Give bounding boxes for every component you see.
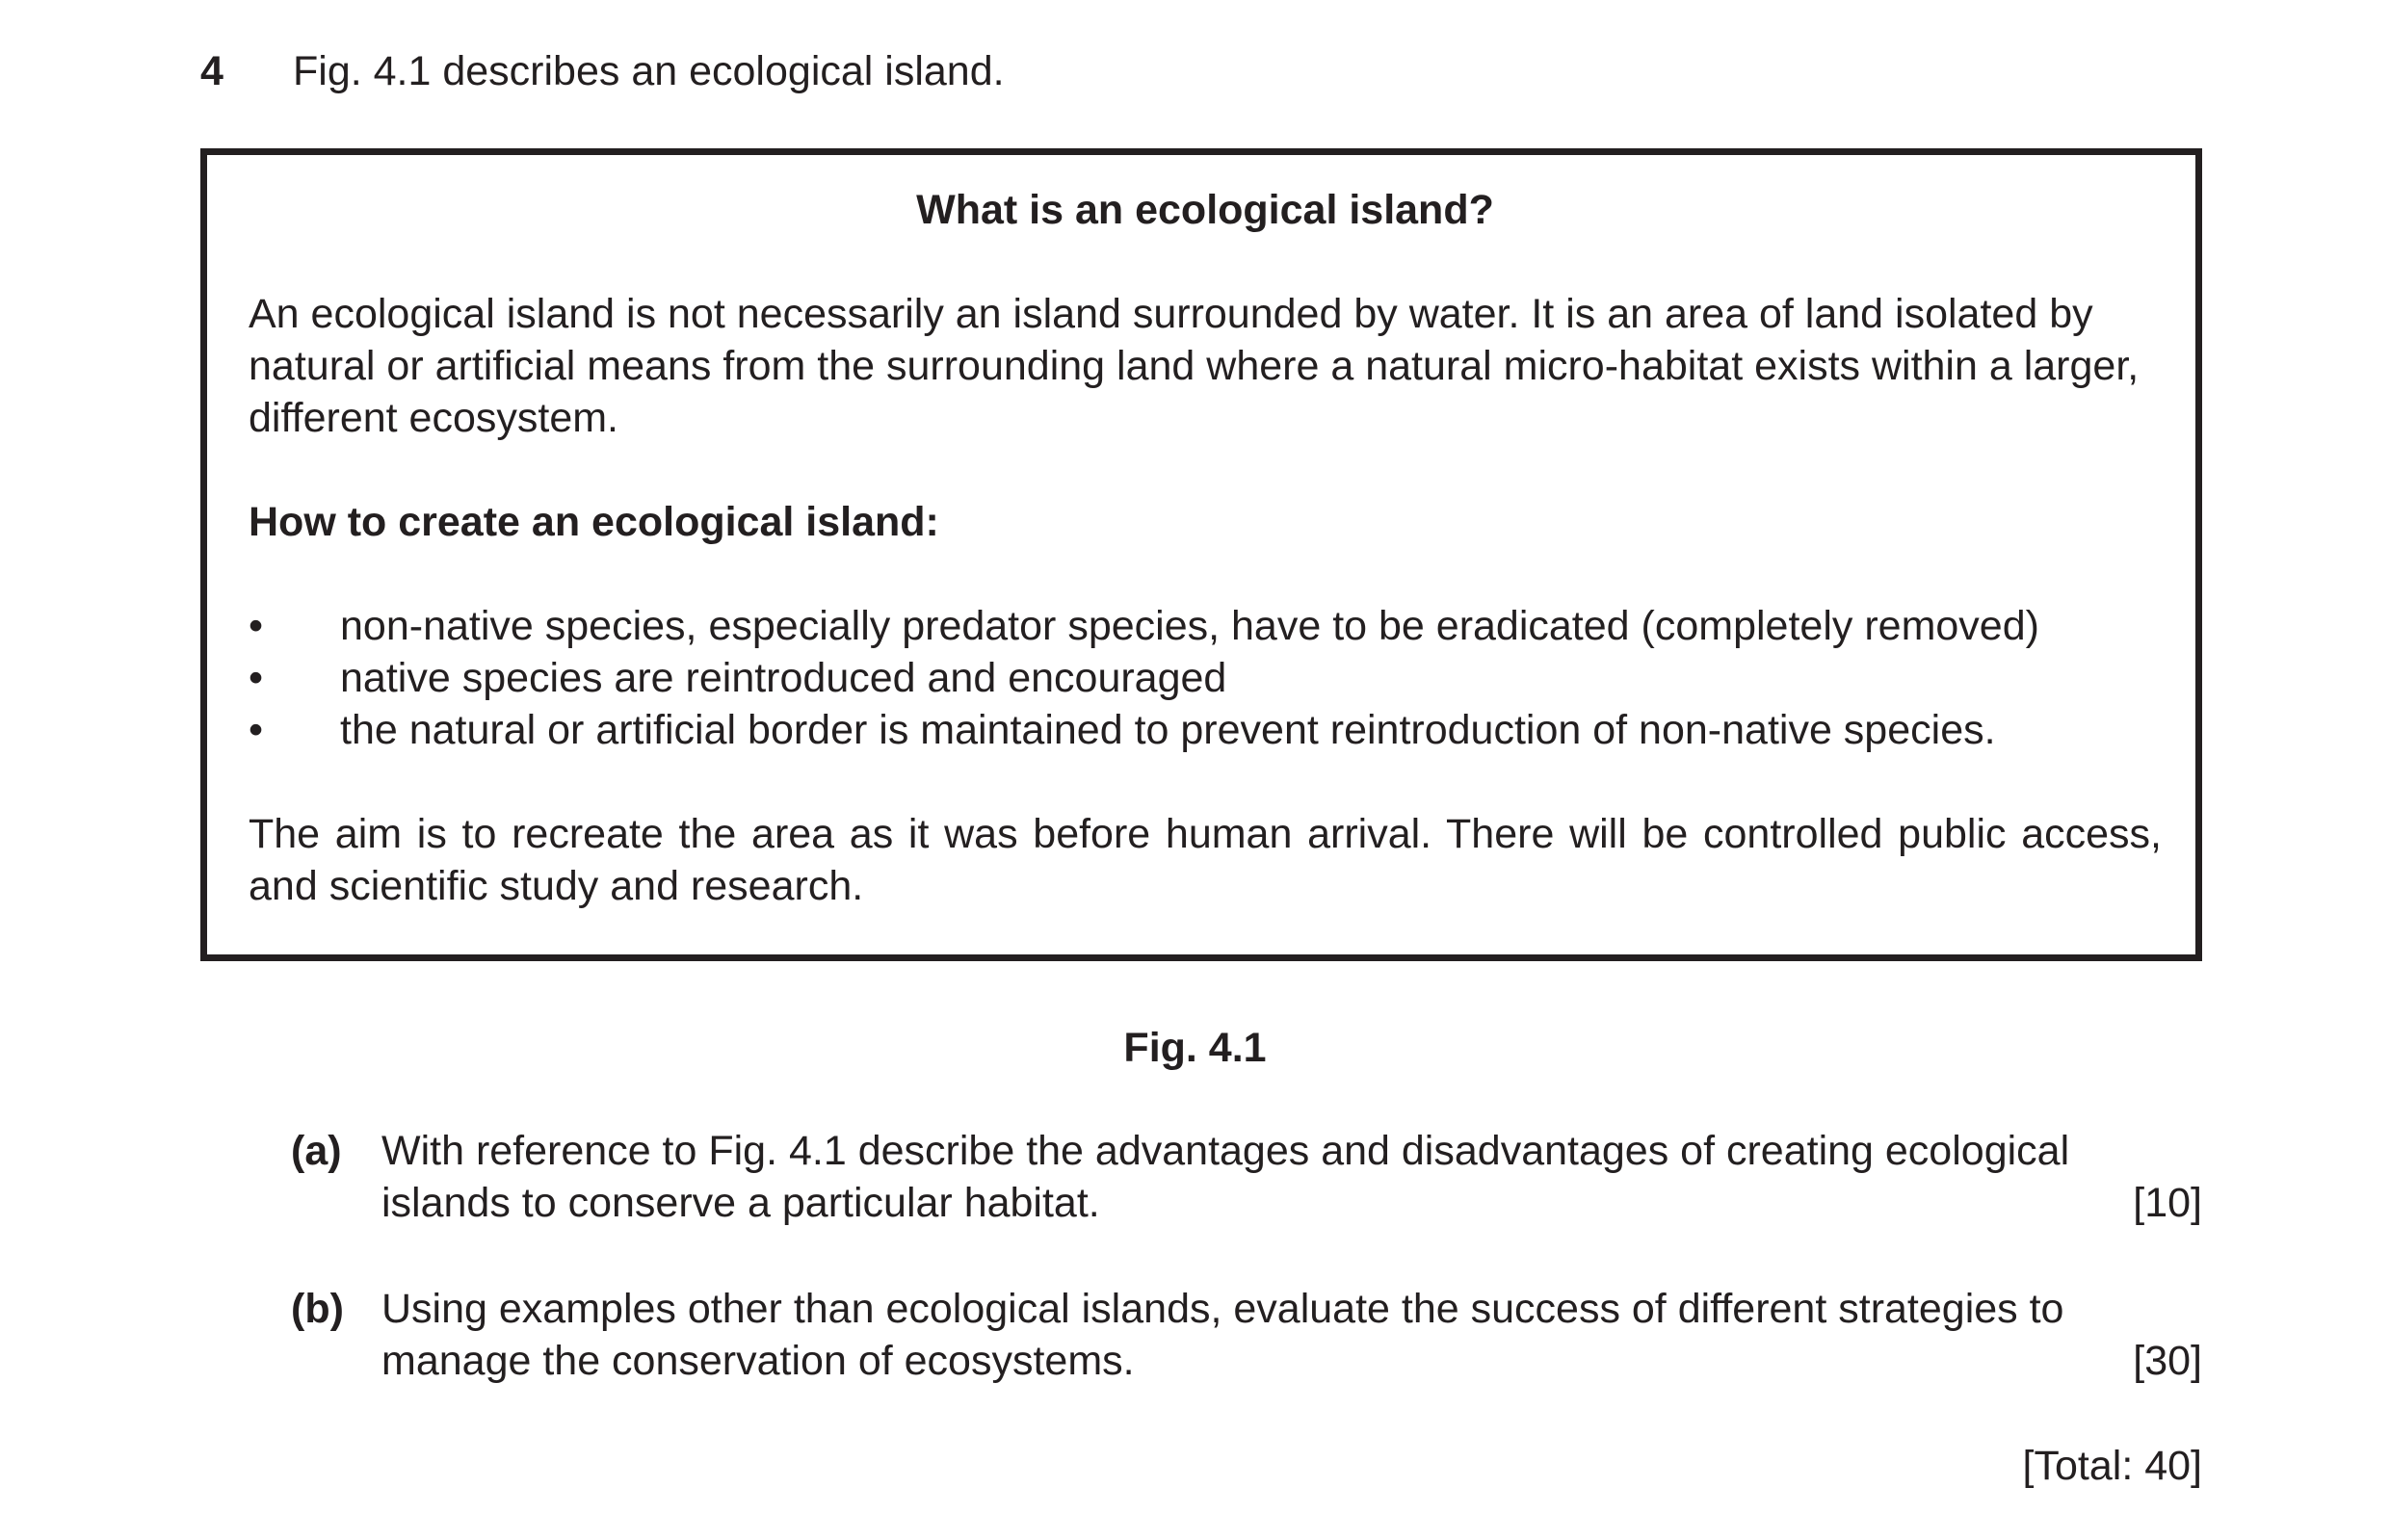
bullet-icon: • [249, 603, 264, 649]
part-label: (a) [291, 1128, 342, 1174]
total-marks: [Total: 40] [2022, 1443, 2202, 1489]
bullet-text: native species are reintroduced and encouraged [340, 655, 1227, 701]
list-item [249, 704, 2162, 756]
part-label: (b) [291, 1286, 344, 1332]
list-item [249, 652, 2162, 704]
part-text [381, 1125, 2202, 1229]
aim-paragraph: The aim is to recreate the area as it was before human arrival. There will be controlled public access, and scientific study and research. [249, 811, 2162, 909]
bullet-text: non-native species, especially predator species, have to be eradicated (completely removed) [340, 603, 2039, 649]
figure-box [200, 148, 2202, 961]
list-item [249, 600, 2162, 652]
how-to-heading: How to create an ecological island: [249, 499, 939, 545]
part-line [381, 1177, 2202, 1229]
bullet-icon: • [249, 655, 264, 701]
part-line-text: With reference to Fig. 4.1 describe the advantages and disadvantages of creating ecological [381, 1128, 2070, 1174]
part-line-text: islands to conserve a particular habitat. [381, 1180, 1100, 1226]
question-number: 4 [200, 48, 223, 94]
part-line [381, 1335, 2202, 1387]
question-part-a [291, 1125, 2202, 1229]
bullet-text: the natural or artificial border is maintained to prevent reintroduction of non-native species. [340, 707, 1996, 753]
part-line-text: Using examples other than ecological islands, evaluate the success of different strategies to [381, 1286, 2064, 1332]
bullet-icon: • [249, 707, 264, 753]
figure-content [249, 184, 2162, 912]
definition-paragraph: An ecological island is not necessarily an island surrounded by water. It is an area of land isolated by natural or artificial means from the surrounding land where a natural micro-habitat exists within a larger, different ecosystem. [249, 291, 2140, 441]
marks-label: [30] [2133, 1338, 2202, 1384]
question-intro: Fig. 4.1 describes an ecological island. [293, 48, 1005, 94]
bullet-list [249, 600, 2162, 756]
question-part-b [291, 1283, 2202, 1387]
part-line [381, 1283, 2202, 1335]
part-line [381, 1125, 2202, 1177]
figure-title: What is an ecological island? [916, 187, 1494, 233]
part-line-text: manage the conservation of ecosystems. [381, 1338, 1135, 1384]
marks-label: [10] [2133, 1180, 2202, 1226]
figure-caption: Fig. 4.1 [1123, 1025, 1267, 1071]
part-text [381, 1283, 2202, 1387]
